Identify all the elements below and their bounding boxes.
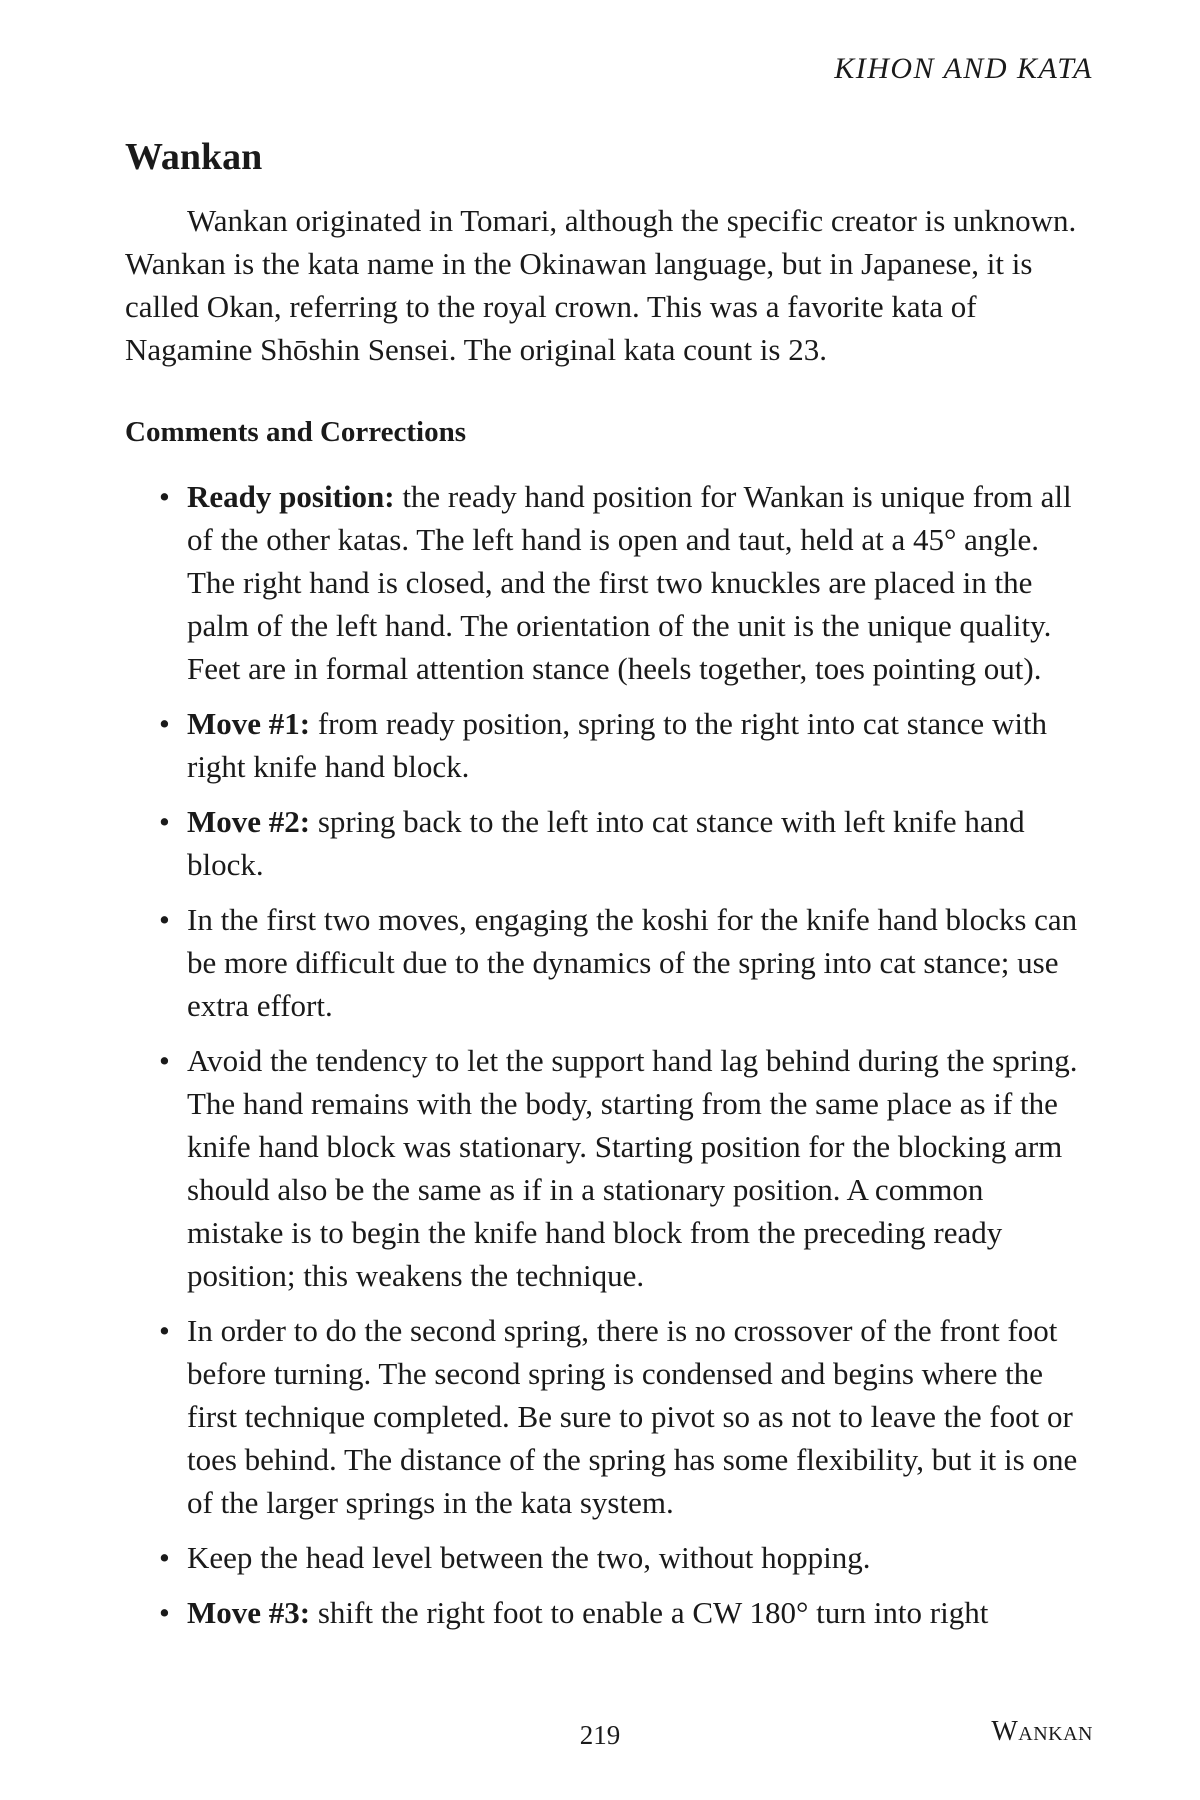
bullet-icon: • <box>159 1540 170 1576</box>
bullet-lead: Move #3: <box>187 1595 311 1631</box>
bullet-icon: • <box>159 1313 170 1349</box>
bullet-icon: • <box>159 1595 170 1631</box>
bullet-text: the ready hand position for Wankan is unique from all of the other katas. The left hand is open and taut, held at a 45° angle. The right hand is closed, and the first two knuckles are placed in the palm of the left hand. The orientation of the unit is the unique quality. Feet are in formal attention stance (heels together, toes pointing out). <box>187 479 1072 687</box>
bullet-text: shift the right foot to enable a CW 180° turn into right <box>310 1595 989 1631</box>
bullet-text: spring back to the left into cat stance with left knife hand block. <box>187 804 1025 883</box>
page-content <box>125 135 1085 1646</box>
bullet-text: from ready position, spring to the right into cat stance with right knife hand block. <box>187 706 1048 785</box>
bullet-icon: • <box>159 902 170 938</box>
footer-chapter-title: Wankan <box>991 1716 1093 1747</box>
bullet-lead: Ready position: <box>187 479 395 515</box>
bullet-icon: • <box>159 479 170 515</box>
bullet-icon: • <box>159 1043 170 1079</box>
corrections-list <box>125 475 1085 1634</box>
bullet-icon: • <box>159 706 170 742</box>
bullet-icon: • <box>159 804 170 840</box>
bullet-text: Avoid the tendency to let the support hand lag behind during the spring. The hand remains with the body, starting from the same place as if the knife hand block was stationary. Starting position for the blocking arm should also be the same as if in a stationary position. A common mistake is to begin the knife hand block from the preceding ready position; this weakens the technique. <box>187 1043 1078 1294</box>
comments-subheading: Comments and Corrections <box>125 415 466 448</box>
bullet-lead: Move #2: <box>187 804 311 840</box>
list-item <box>125 475 1085 690</box>
list-item <box>125 1039 1085 1297</box>
running-head: KIHON AND KATA <box>834 52 1093 85</box>
list-item <box>125 1591 1085 1634</box>
list-item <box>125 702 1085 788</box>
list-item <box>125 1309 1085 1524</box>
list-item <box>125 898 1085 1027</box>
list-item <box>125 1536 1085 1579</box>
list-item <box>125 800 1085 886</box>
section-title: Wankan <box>125 136 263 178</box>
bullet-lead: Move #1: <box>187 706 311 742</box>
bullet-text: In order to do the second spring, there is no crossover of the front foot before turning. The second spring is condensed and begins where the first technique completed. Be sure to pivot so as not to leave the foot or toes behind. The distance of the spring has some flexibility, but it is one of the larger springs in the kata system. <box>187 1313 1078 1521</box>
page-number: 219 <box>579 1720 621 1750</box>
intro-paragraph: Wankan originated in Tomari, although the specific creator is unknown. Wankan is the kata name in the Okinawan language, but in Japanese, it is called Okan, referring to the royal crown. This was a favorite kata of Nagamine Shōshin Sensei. The original kata count is 23. <box>125 202 1077 367</box>
bullet-text: Keep the head level between the two, without hopping. <box>187 1540 871 1576</box>
bullet-text: In the first two moves, engaging the koshi for the knife hand blocks can be more difficult due to the dynamics of the spring into cat stance; use extra effort. <box>187 902 1078 1024</box>
